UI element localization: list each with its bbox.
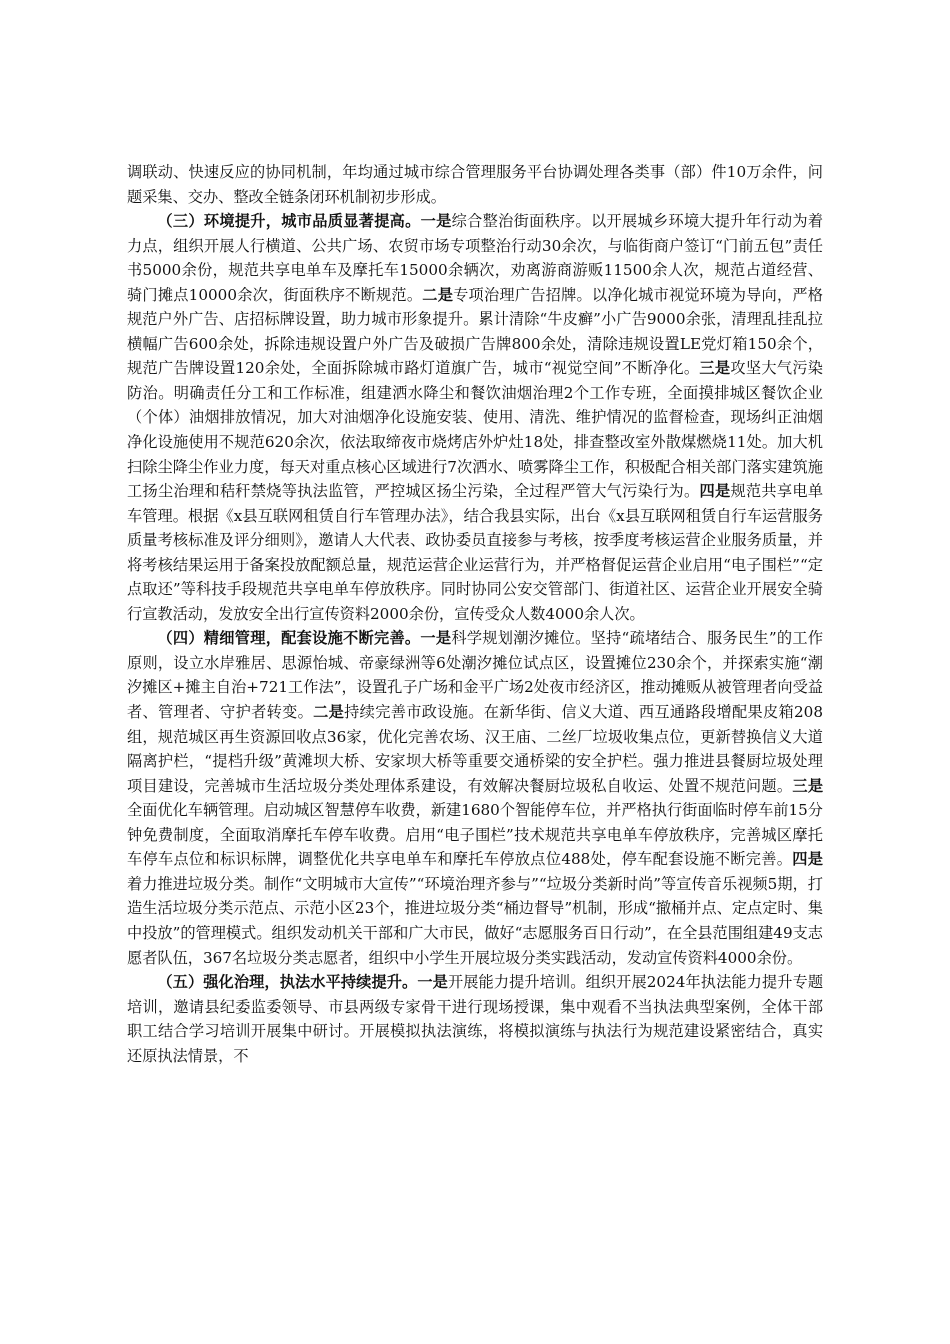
- bold-run: 二是: [313, 703, 345, 722]
- paragraph-continuation: [127, 160, 823, 209]
- paragraph-section-three: [127, 209, 823, 626]
- document-page: [127, 160, 823, 1068]
- bold-run: 二是: [422, 285, 454, 304]
- bold-run: （四）精细管理，配套设施不断完善。: [157, 629, 421, 648]
- bold-run: 三是: [792, 776, 824, 795]
- text-run: 调联动、快速反应的协同机制，年均通过城市综合管理服务平台协调处理各类事（部）件10万余件，问题采集、交办、整改全链条闭环机制初步形成。: [127, 163, 823, 206]
- text-run: 攻坚大气污染防治。明确责任分工和工作标准，组建洒水降尘和餐饮油烟治理2个工作专班，全面摸排城区餐饮企业（个体）油烟排放情况，加大对油烟净化设施安装、使用、清洗、维护情况的监督检查，现场纠正油烟净化设施使用不规范620余次，依法取缔夜市烧烤店外炉灶18处，排查整改室外散煤燃烧11处。加大机扫除尘降尘作业力度，每天对重点核心区域进行7次洒水、喷雾降尘工作，积极配合相关部门落实建筑施工扬尘治理和秸秆禁烧等执法监管，严控城区扬尘污染，全过程严管大气污染行为。: [127, 359, 823, 501]
- text-run: 专项治理广告招牌。以净化城市视觉环境为导向，严格规范户外广告、店招标牌设置，助力城市形象提升。累计清除“牛皮癣”小广告9000余张，清理乱挂乱拉横幅广告600余处，拆除违规设置户外广告及破损广告牌800余处，清除违规设置LE党灯箱150余个，规范广告牌设置120余处，全面拆除城市路灯道旗广告，城市“视觉空间”不断净化。: [127, 285, 823, 378]
- paragraph-section-five: [127, 970, 823, 1068]
- bold-run: 四是: [699, 482, 731, 501]
- text-run: 开展能力提升培训。组织开展2024年执法能力提升专题培训，邀请县纪委监委领导、市县两级专家骨干进行现场授课，集中观看不当执法典型案例，全体干部职工结合学习培训开展集中研讨。开展模拟执法演练，将模拟演练与执法行为规范建设紧密结合，真实还原执法情景，不: [127, 973, 824, 1065]
- paragraph-section-four: [127, 626, 823, 970]
- text-run: 科学规划潮汐摊位。坚持“疏堵结合、服务民生”的工作原则，设立水岸雅居、思源怡城、帝豪绿洲等6处潮汐摊位试点区，设置摊位230余个，并探索实施“潮汐摊区+摊主自治+721工作法”，设置孔子广场和金平广场2处夜市经济区，推动摊贩从被管理者向受益者、管理者、守护者转变。: [127, 629, 824, 722]
- text-run: 综合整治街面秩序。以开展城乡环境大提升年行动为着力点，组织开展人行横道、公共广场、农贸市场专项整治行动30余次，与临街商户签订“门前五包”责任书5000余份，规范共享电单车及摩托车15000余辆次，劝离游商游贩11500余人次，规范占道经营、骑门摊点10000余次，街面秩序不断规范。: [127, 212, 824, 304]
- bold-run: 一是: [420, 629, 452, 648]
- bold-run: 一是: [417, 973, 448, 992]
- text-run: 着力推进垃圾分类。制作“文明城市大宣传”“环境治理齐参与”“垃圾分类新时尚”等宣传音乐视频5期，打造生活垃圾分类示范点、示范小区23个，推进垃圾分类“桶边督导”机制，形成“撤桶并点、定点定时、集中投放”的管理模式。组织发动机关干部和广大市民，做好“志愿服务百日行动”，在全县范围组建49支志愿者队伍，367名垃圾分类志愿者，组织中小学生开展垃圾分类实践活动，发动宣传资料4000余份。: [127, 874, 823, 967]
- bold-run: （五）强化治理，执法水平持续提升。: [157, 973, 418, 992]
- bold-run: 三是: [699, 359, 731, 378]
- text-run: 持续完善市政设施。在新华街、信义大道、西互通路段增配果皮箱208组，规范城区再生资源回收点36家，优化完善农场、汉王庙、二丝厂垃圾收集点位，更新替换信义大道隔离护栏，“提档升级”黄滩坝大桥、安家坝大桥等重要交通桥梁的安全护栏。强力推进县餐厨垃圾处理项目建设，完善城市生活垃圾分类处理体系建设，有效解决餐厨垃圾私自收运、处置不规范问题。: [127, 703, 823, 795]
- bold-run: 四是: [792, 850, 823, 869]
- text-run: 规范共享电单车管理。根据《x县互联网租赁自行车管理办法》，结合我县实际，出台《x县互联网租赁自行车运营服务质量考核标准及评分细则》，邀请人大代表、政协委员直接参与考核，按季度考核运营企业服务质量，并将考核结果运用于备案投放配额总量，规范运营企业运营行为，并严格督促运营企业启用“电子围栏”“定点取还”等科技手段规范共享电单车停放秩序。同时协同公安交管部门、街道社区、运营企业开展安全骑行宣教活动，发放安全出行宣传资料2000余份，宣传受众人数4000余人次。: [127, 482, 824, 623]
- bold-run: 一是: [420, 212, 452, 231]
- bold-run: （三）环境提升，城市品质显著提高。: [157, 212, 421, 231]
- text-run: 全面优化车辆管理。启动城区智慧停车收费，新建1680个智能停车位，并严格执行街面临时停车前15分钟免费制度，全面取消摩托车停车收费。启用“电子围栏”技术规范共享电单车停放秩序，完善城区摩托车停车点位和标识标牌，调整优化共享电单车和摩托车停放点位488处，停车配套设施不断完善。: [127, 801, 823, 869]
